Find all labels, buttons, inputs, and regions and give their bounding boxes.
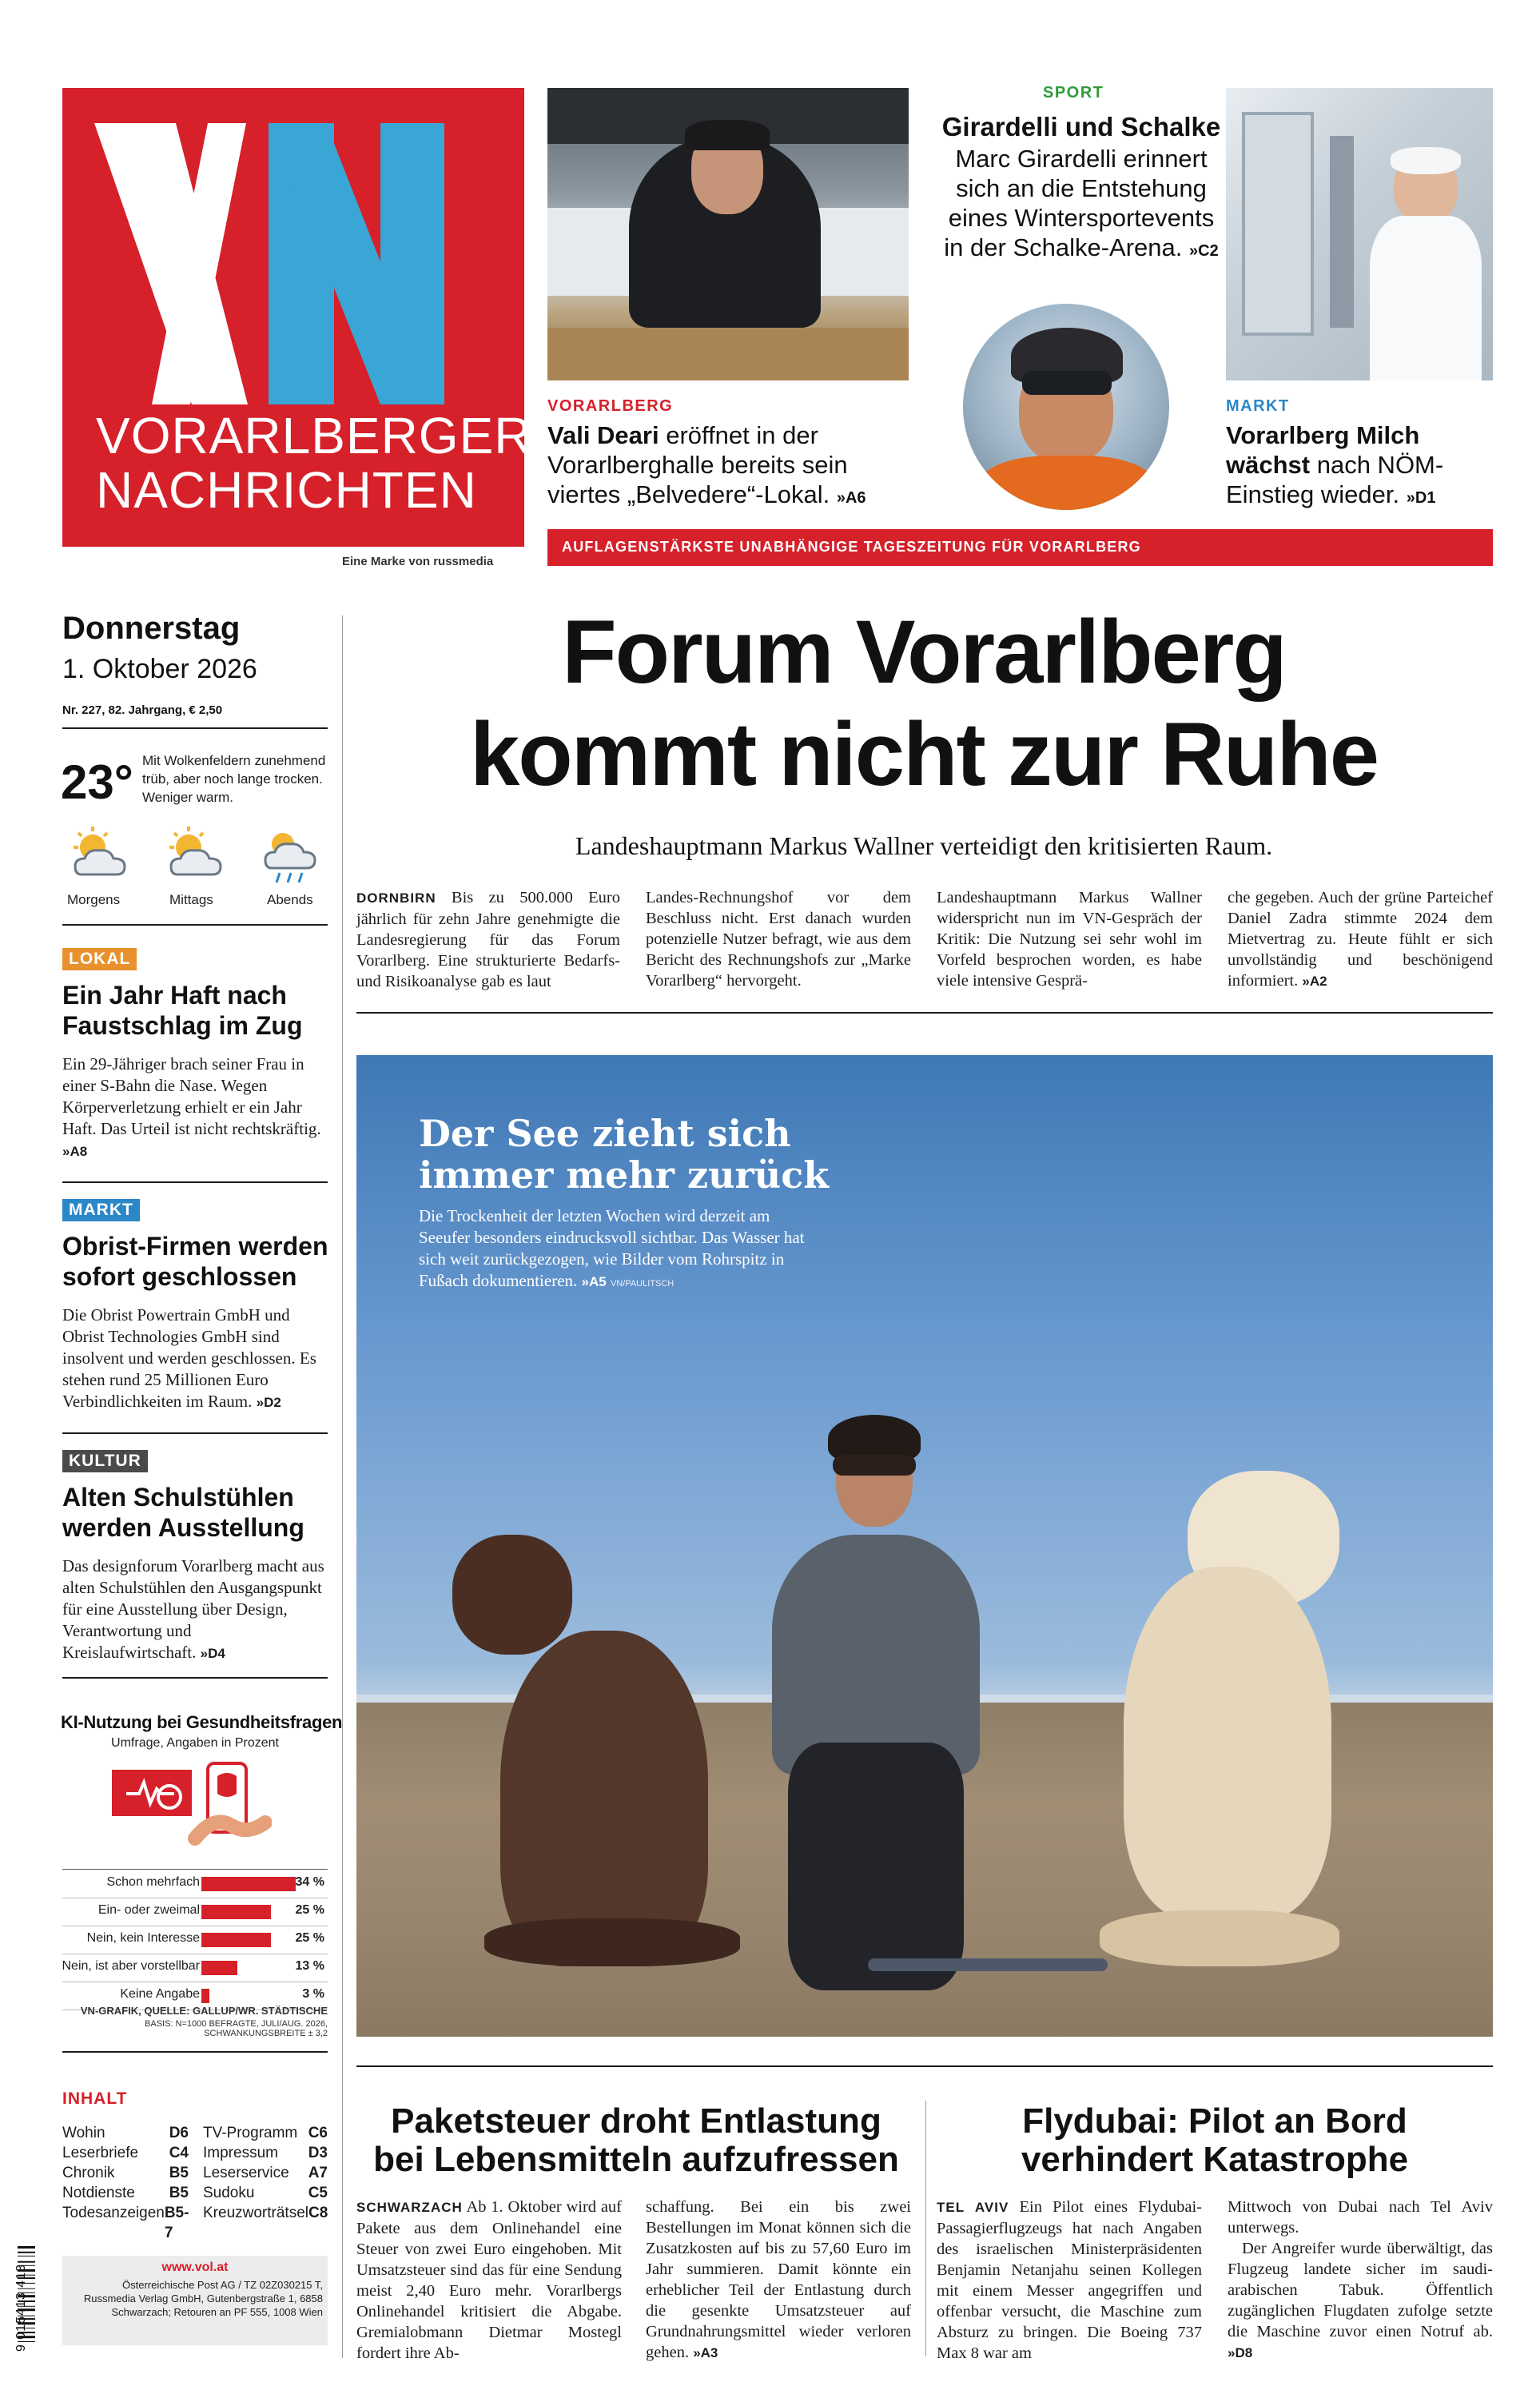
- sidebar-label-markt: MARKT: [62, 1199, 140, 1221]
- story2-head-line1: Paketsteuer droht Entlastung: [391, 2101, 881, 2141]
- sun-cloud-icon: [62, 823, 134, 887]
- chart-basis: BASIS: N=1000 BEFRAGTE, JULI/AUG. 2026, SCHWANKUNGSBREITE ± 3,2: [145, 2019, 328, 2038]
- lead-subhead: Landeshauptmann Markus Wallner verteidigt den kritisierten Raum.: [575, 831, 1273, 860]
- sidebar-body-lokal: [62, 1054, 328, 1162]
- imprint-url[interactable]: www.vol.at: [161, 2261, 229, 2274]
- toc-item-ref: D6: [169, 2125, 189, 2141]
- toc-item-name: Todesanzeigen: [62, 2205, 165, 2221]
- weather-text: Mit Wolkenfeldern zunehmend trüb, aber noch lange trocken. Weniger warm.: [142, 753, 326, 805]
- toc-item[interactable]: [62, 2123, 189, 2143]
- story2-column-1: [356, 2197, 622, 2364]
- toc-item-ref: C8: [308, 2205, 328, 2221]
- toc-item-name: Notdienste: [62, 2185, 135, 2201]
- chart-bar-row: [61, 1872, 324, 1896]
- photo-story-ref: »A5: [581, 1274, 607, 1289]
- story2-column-2: [646, 2197, 911, 2364]
- toc-item-ref: B5: [169, 2165, 189, 2181]
- chart-bar: [201, 1961, 237, 1975]
- toc-item-name: Leserservice: [203, 2165, 289, 2181]
- toc-right: [203, 2123, 328, 2223]
- sidebar-text: Ein 29-Jähriger brach seiner Frau in einer S-Bahn die Nase. Wegen Körperverletzung erhielt er ein Jahr Haft. Das Urteil ist nicht rechtskräftig.: [62, 1054, 321, 1138]
- divider: [62, 727, 328, 729]
- toc-item-ref: C4: [169, 2145, 189, 2161]
- teaser-body: Marc Girardelli erinnert sich an die Entstehung eines Wintersportevents in der Schalke-Arena.: [944, 145, 1215, 261]
- lead-dateline: DORNBIRN: [356, 890, 436, 906]
- teaser-ref: »A6: [836, 489, 866, 507]
- masthead-name-line2: NACHRICHTEN: [96, 461, 477, 519]
- rain-cloud-icon: [254, 823, 326, 887]
- chart-value-label: 3 %: [302, 1987, 324, 2001]
- toc-item-name: Leserbriefe: [62, 2145, 139, 2161]
- weather-temp: 23°: [61, 755, 133, 809]
- story3-head-line1: Flydubai: Pilot an Bord: [1022, 2101, 1407, 2141]
- lead-ref: »A2: [1302, 974, 1327, 989]
- lead-col1-text: Bis zu 500.000 Euro jährlich für zehn Jahre genehmigte die Landesregierung für das Forum Vorarlberg. Eine strukturierte Bedarfs- und Risikoanalyse gab es laut: [356, 889, 620, 990]
- toc-item-name: Wohin: [62, 2125, 105, 2141]
- toc-item-name: Sudoku: [203, 2185, 255, 2201]
- lead-column-3: [937, 887, 1202, 991]
- main-photo-lake[interactable]: [356, 1055, 1493, 2037]
- teaser-photo-markt[interactable]: [1226, 88, 1493, 380]
- lead-headline-line2: kommt nicht zur Ruhe: [469, 704, 1379, 804]
- teaser-text-sport[interactable]: [941, 144, 1221, 266]
- toc-item-ref: C5: [308, 2185, 328, 2201]
- sidebar-label-kultur: KULTUR: [62, 1450, 148, 1472]
- story2-col2-text: schaffung. Bei ein bis zwei Bestellungen im Monat können sich die Zusatzkosten auf bis zu 57,60 Euro im Jahr summieren. Damit könnte ein erheblicher Teil der Entlastung durch die gesenkte Umsatzsteuer auf Grundnahrungsmittel wieder verloren gehen.: [646, 2198, 911, 2361]
- toc-item-name: TV-Programm: [203, 2125, 298, 2141]
- story-separator: [925, 2101, 926, 2356]
- toc-item[interactable]: [203, 2183, 328, 2203]
- toc-title: INHALT: [62, 2089, 128, 2108]
- dateline-issue: Nr. 227, 82. Jahrgang, € 2,50: [62, 703, 223, 717]
- vn-logo-letters: [62, 88, 524, 424]
- teaser-kicker-vorarlberg: VORARLBERG: [547, 397, 674, 415]
- chart-value-label: 13 %: [295, 1959, 324, 1973]
- lead-headline-line1: Forum Vorarlberg: [562, 602, 1286, 702]
- chart-bar-row: [61, 1956, 324, 1980]
- lead-col4-text: che gegeben. Auch der grüne Parteichef Daniel Zadra stimmte 2024 dem Mietvertrag zu. Heute fühlt er sich unvollständig und beschönigend informiert.: [1228, 889, 1493, 990]
- toc-item-ref: D3: [308, 2145, 328, 2161]
- story3-ref: »D8: [1228, 2345, 1253, 2360]
- lead-col3-text: Landeshauptmann Markus Wallner widerspricht nun im VN-Gespräch der Kritik: Die Nutzung sei sehr wohl im Vorfeld besprochen worden, es habe viele intensive Gesprä-: [937, 889, 1202, 990]
- teaser-ref: »C2: [1189, 242, 1219, 260]
- lead-bottom-rule: [356, 1012, 1493, 1014]
- teaser-photo-vorarlberg[interactable]: [547, 88, 909, 380]
- teaser-photo-sport[interactable]: [963, 304, 1169, 510]
- story3-dateline: TEL AVIV: [937, 2200, 1009, 2215]
- photo-bottom-rule: [356, 2065, 1493, 2067]
- weather-period-abends: Abends: [267, 892, 313, 907]
- sidebar-ref: »D2: [256, 1395, 281, 1410]
- toc-item-ref: B5-7: [164, 2205, 189, 2241]
- masthead-logo[interactable]: [62, 88, 532, 547]
- toc-item-ref: C6: [308, 2125, 328, 2141]
- divider: [62, 1677, 328, 1679]
- sidebar-body-markt: [62, 1305, 328, 1413]
- photo-credit: VN/PAULITSCH: [610, 1279, 674, 1289]
- chart-value-label: 25 %: [295, 1931, 324, 1945]
- toc-item-ref: B5: [169, 2185, 189, 2201]
- photo-story-head-line1: Der See zieht sich: [419, 1112, 791, 1155]
- stethoscope-phone-icon: [112, 1759, 272, 1846]
- story3-col2a-text: Mittwoch von Dubai nach Tel Aviv unterwegs.: [1228, 2198, 1493, 2237]
- dateline-weekday: Donnerstag: [62, 611, 241, 646]
- story2-head-line2: bei Lebensmitteln aufzufressen: [373, 2140, 899, 2179]
- toc-item[interactable]: [203, 2123, 328, 2143]
- chart-category-label: Ein- oder zweimal: [97, 1903, 200, 1917]
- sidebar-head-kultur[interactable]: Alten Schulstühlen werden Ausstellung: [62, 1483, 304, 1542]
- toc-item[interactable]: [203, 2163, 328, 2183]
- story3-column-1: [937, 2197, 1202, 2364]
- story3-column-2: [1228, 2197, 1493, 2364]
- chart-bar: [201, 1877, 296, 1891]
- chart-value-label: 34 %: [295, 1875, 324, 1889]
- masthead-name-line1: VORARLBERGER: [96, 407, 532, 464]
- chart-bar-row: [61, 1900, 324, 1924]
- sidebar-text: Die Obrist Powertrain GmbH und Obrist Technologies GmbH sind insolvent und werden geschlossen. Es stehen rund 25 Millionen Euro Verbindlichkeiten im Raum.: [62, 1305, 316, 1411]
- sidebar-head-markt[interactable]: Obrist-Firmen werden sofort geschlossen: [62, 1232, 328, 1291]
- toc-item-name: Impressum: [203, 2145, 278, 2161]
- story3-head-line2: verhindert Katastrophe: [1021, 2140, 1409, 2179]
- story2-col1-text: Ab 1. Oktober wird auf Pakete aus dem Onlinehandel eine Steuer von zwei Euro eingehoben. Mit Umsatzsteuer sind das für eine Sendung meist 2,40 Euro mehr. Vorarlbergs Onlinehandel kritisiert die Abgabe. Gremialobmann Dietmar Mostegl fordert ihre Ab-: [356, 2198, 622, 2362]
- tagline-bar: [547, 529, 1493, 566]
- teaser-head-sport[interactable]: Girardelli und Schalke: [941, 112, 1221, 141]
- chart-category-label: Keine Angabe: [120, 1987, 200, 2001]
- chart-source: VN-GRAFIK, QUELLE: GALLUP/WR. STÄDTISCHE: [80, 2005, 328, 2017]
- chart-category-label: Nein, ist aber vorstellbar: [62, 1959, 200, 1973]
- toc-item[interactable]: [203, 2143, 328, 2163]
- dateline-date: 1. Oktober 2026: [62, 654, 257, 684]
- teaser-kicker-sport: SPORT: [1043, 84, 1104, 102]
- sidebar-label-lokal: LOKAL: [62, 948, 137, 970]
- lead-column-4: [1228, 887, 1493, 992]
- chart-title: KI-Nutzung bei Gesundheitsfragen: [61, 1712, 343, 1732]
- chart-bar: [201, 1933, 271, 1947]
- story2-ref: »A3: [693, 2345, 718, 2360]
- chart-category-label: Nein, kein Interesse: [86, 1931, 200, 1945]
- lead-column-1: [356, 887, 620, 992]
- weather-period-morgens: Morgens: [67, 892, 121, 907]
- toc-item-name: Kreuzworträtsel: [203, 2205, 308, 2221]
- toc-item-ref: A7: [308, 2165, 328, 2181]
- sidebar-text: Das designforum Vorarlberg macht aus alten Schulstühlen den Ausgangspunkt für eine Ausstellung über Design, Verantwortung und Kreislaufwirtschaft.: [62, 1556, 324, 1662]
- lead-col2-text: Landes-Rechnungshof vor dem Beschluss nicht. Erst danach wurden potenzielle Nutzer befragt, wie aus dem Bericht des Rechnungshofs zur „Marke Vorarlberg“ hervorgeht.: [646, 889, 911, 990]
- photo-story-body: Die Trockenheit der letzten Wochen wird derzeit am Seeufer besonders eindrucksvoll sichtbar. Das Wasser hat sich weit zurückgezogen, wie Bilder vom Rohrspitz in Fußach dokumentieren.: [419, 1206, 805, 1290]
- chart-value-label: 25 %: [295, 1903, 324, 1917]
- toc-item-name: Chronik: [62, 2165, 115, 2181]
- chart-bar: [201, 1989, 209, 2003]
- toc-item[interactable]: [62, 2183, 189, 2203]
- column-rule: [342, 615, 343, 2358]
- divider: [62, 1432, 328, 1434]
- story3-col2b-text: Der Angreifer wurde überwältigt, das Flugzeug landete sicher im saudi-arabischen Tabuk. Öffentlich zugänglichen Flugdaten zufolge setzte die Maschine zuvor einen Notruf ab.: [1228, 2240, 1493, 2340]
- weather-period-mittags: Mittags: [169, 892, 213, 907]
- chart-category-label: Schon mehrfach: [106, 1875, 200, 1889]
- teaser-head: Vali Deari: [547, 421, 659, 449]
- teaser-body: eröffnet in der Vorarlberghalle bereits sein viertes „Belvedere“-Lokal.: [547, 421, 848, 508]
- sidebar-ref: »D4: [200, 1646, 225, 1661]
- toc-item[interactable]: [203, 2203, 328, 2223]
- divider: [62, 2051, 328, 2053]
- toc-left: [62, 2123, 189, 2243]
- chart-bar: [201, 1905, 271, 1919]
- toc-item[interactable]: [62, 2163, 189, 2183]
- divider: [62, 924, 328, 926]
- photo-story-text: [419, 1205, 818, 1295]
- imprint-text: Österreichische Post AG / TZ 02Z030215 T, Russmedia Verlag GmbH, Gutenbergstraße 1, 6858 Schwarzach; Retouren an PF 555, 1008 Wien: [83, 2279, 323, 2318]
- toc-item[interactable]: [62, 2203, 189, 2243]
- brand-note: Eine Marke von russmedia: [342, 555, 494, 568]
- story3-col1-text: Ein Pilot eines Flydubai-Passagierflugzeugs hat nach Angaben des israelischen Ministerpräsidenten Benjamin Netanjahu seinen Kollegen mit einem Messer angegriffen und offenbar versucht, die Maschine zum Absturz zu bringen. Die Boeing 737 Max 8 war am: [937, 2198, 1203, 2362]
- sidebar-ref: »A8: [62, 1144, 88, 1159]
- teaser-body: nach NÖM-Einstieg wieder.: [1226, 451, 1444, 508]
- teaser-text-markt[interactable]: [1226, 420, 1498, 513]
- teaser-text-vorarlberg[interactable]: [547, 420, 915, 513]
- teaser-ref: »D1: [1406, 489, 1436, 507]
- photo-story-head-line2: immer mehr zurück: [419, 1153, 830, 1197]
- teaser-kicker-markt: MARKT: [1226, 397, 1290, 415]
- lead-column-2: [646, 887, 911, 991]
- sun-cloud-icon: [158, 823, 230, 887]
- sidebar-head-lokal[interactable]: Ein Jahr Haft nach Faustschlag im Zug: [62, 981, 303, 1040]
- sidebar-body-kultur: [62, 1556, 328, 1664]
- teaser-head: Vorarlberg Milch wächst: [1226, 421, 1420, 479]
- toc-item[interactable]: [62, 2143, 189, 2163]
- chart-top-rule: [62, 1869, 328, 1870]
- barcode-number: 9 015413 413: [14, 2264, 28, 2352]
- chart-subtitle: Umfrage, Angaben in Prozent: [111, 1736, 279, 1750]
- story2-dateline: SCHWARZACH: [356, 2200, 463, 2215]
- chart-bar-row: [61, 1928, 324, 1952]
- tagline-text: AUFLAGENSTÄRKSTE UNABHÄNGIGE TAGESZEITUNG FÜR VORARLBERG: [562, 539, 1141, 555]
- divider: [62, 1181, 328, 1183]
